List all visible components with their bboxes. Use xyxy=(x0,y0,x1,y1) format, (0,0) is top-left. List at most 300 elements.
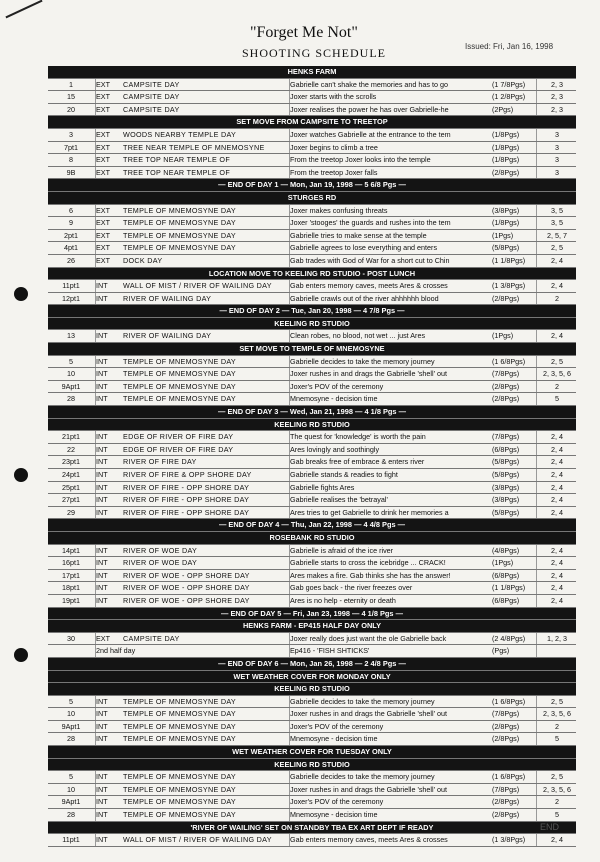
column-divider xyxy=(95,557,96,569)
cast-numbers: 2, 4 xyxy=(551,507,563,517)
int-ext: INT xyxy=(96,558,108,568)
section-banner: ROSEBANK RD STUDIO xyxy=(48,532,576,545)
page-count: (7/8Pgs) xyxy=(492,369,520,379)
cast-numbers: 2, 4 xyxy=(551,331,563,341)
column-divider xyxy=(536,507,537,519)
column-divider xyxy=(289,708,290,720)
scene-row xyxy=(48,469,576,482)
column-divider xyxy=(536,834,537,846)
column-divider xyxy=(95,456,96,468)
page-count: (7/8Pgs) xyxy=(492,432,520,442)
int-ext: INT xyxy=(96,432,108,442)
cast-numbers: 2, 3, 5, 6 xyxy=(543,709,571,719)
scene-row xyxy=(48,784,576,797)
column-divider xyxy=(536,368,537,380)
page-count: (7/8Pgs) xyxy=(492,709,520,719)
page-count: (Pgs) xyxy=(492,646,510,656)
column-divider xyxy=(289,784,290,796)
page-count: (3/8Pgs) xyxy=(492,205,520,215)
column-divider xyxy=(289,280,290,292)
cast-numbers: 3, 5 xyxy=(551,205,563,215)
cast-numbers: 2, 5 xyxy=(551,243,563,253)
punch-hole xyxy=(14,287,28,301)
scene-number: 29 xyxy=(67,507,75,517)
column-divider xyxy=(289,507,290,519)
page-count: (1Pgs) xyxy=(492,230,514,240)
cast-numbers: 5 xyxy=(555,734,559,744)
scene-location: CAMPSITE DAY xyxy=(123,104,180,114)
column-divider xyxy=(95,733,96,745)
scene-location: TREE NEAR TEMPLE OF MNEMOSYNE xyxy=(123,142,265,152)
page-count: (1 6/8Pgs) xyxy=(492,772,526,782)
column-divider xyxy=(95,595,96,607)
scene-row xyxy=(48,545,576,558)
cast-numbers: 3 xyxy=(555,142,559,152)
scene-number: 9Apt1 xyxy=(61,797,81,807)
scene-row xyxy=(48,104,576,117)
scene-number: 17pt1 xyxy=(62,570,80,580)
cast-numbers: 2 xyxy=(555,381,559,391)
int-ext: INT xyxy=(96,810,108,820)
scene-description: Mnemosyne - decision time xyxy=(290,394,378,404)
column-divider xyxy=(95,330,96,342)
scene-row xyxy=(48,721,576,734)
page-count: (2/8Pgs) xyxy=(492,381,520,391)
scene-location: CAMPSITE DAY xyxy=(123,92,180,102)
cast-numbers: 2, 4 xyxy=(551,457,563,467)
int-ext: INT xyxy=(96,696,108,706)
scene-row xyxy=(48,708,576,721)
scene-location: TEMPLE OF MNEMOSYNE DAY xyxy=(123,218,236,228)
scene-number: 26 xyxy=(67,255,75,265)
scene-description: Gabrielle crawls out of the river ahhhhhh blood xyxy=(290,293,439,303)
scene-location: DOCK DAY xyxy=(123,255,163,265)
page-count: (3/8Pgs) xyxy=(492,482,520,492)
int-ext: INT xyxy=(96,293,108,303)
column-divider xyxy=(289,205,290,217)
cast-numbers: 3 xyxy=(555,167,559,177)
end-of-day-banner: — END OF DAY 6 — Mon, Jan 26, 1998 — 2 4/8 Pgs — xyxy=(48,658,576,671)
scene-row xyxy=(48,293,576,306)
scene-number: 12pt1 xyxy=(62,293,80,303)
column-divider xyxy=(289,368,290,380)
scene-row xyxy=(48,444,576,457)
scene-location: CAMPSITE DAY xyxy=(123,633,180,643)
scene-row xyxy=(48,595,576,608)
scene-row xyxy=(48,154,576,167)
scene-number: 11pt1 xyxy=(62,835,80,845)
column-divider xyxy=(289,129,290,141)
cast-numbers: 3 xyxy=(555,129,559,139)
column-divider xyxy=(95,834,96,846)
scene-description: Ep416 - 'FISH SHTICKS' xyxy=(290,646,370,656)
column-divider xyxy=(536,330,537,342)
cast-numbers: 2, 4 xyxy=(551,281,563,291)
scene-description: Ares is no help - eternity or death xyxy=(290,595,396,605)
int-ext: EXT xyxy=(96,230,110,240)
scene-number: 10 xyxy=(67,369,75,379)
int-ext: EXT xyxy=(96,218,110,228)
scene-description: Gabrielle decides to take the memory journey xyxy=(290,696,435,706)
scene-location: TEMPLE OF MNEMOSYNE DAY xyxy=(123,205,236,215)
section-banner: WET WEATHER COVER FOR TUESDAY ONLY xyxy=(48,746,576,759)
scene-row xyxy=(48,482,576,495)
column-divider xyxy=(536,167,537,179)
column-divider xyxy=(95,393,96,405)
scene-location: TREE TOP NEAR TEMPLE OF xyxy=(123,167,231,177)
column-divider xyxy=(95,381,96,393)
scene-number: 5 xyxy=(69,696,73,706)
column-divider xyxy=(95,771,96,783)
scene-description: Joxer rushes in and drags the Gabrielle 'shell' out xyxy=(290,709,447,719)
page-count: (1/8Pgs) xyxy=(492,218,520,228)
scene-number: 24pt1 xyxy=(62,470,80,479)
scene-row xyxy=(48,696,576,709)
scene-description: Joxer watches Gabrielle at the entrance to the tem xyxy=(290,129,451,139)
scene-location: TEMPLE OF MNEMOSYNE DAY xyxy=(123,797,236,807)
scene-description: Gabrielle stands & readies to fight xyxy=(290,470,398,479)
end-of-day-banner: — END OF DAY 5 — Fri, Jan 23, 1998 — 4 1/8 Pgs — xyxy=(48,608,576,621)
punch-hole xyxy=(14,468,28,482)
schedule-table xyxy=(48,66,576,847)
column-divider xyxy=(95,154,96,166)
column-divider xyxy=(289,645,290,657)
section-banner: SET MOVE FROM CAMPSITE TO TREETOP xyxy=(48,116,576,129)
column-divider xyxy=(289,545,290,557)
column-divider xyxy=(536,79,537,91)
column-divider xyxy=(536,217,537,229)
column-divider xyxy=(536,129,537,141)
column-divider xyxy=(536,645,537,657)
scene-description: Gabrielle realises the 'betrayal' xyxy=(290,495,388,505)
int-ext: INT xyxy=(96,595,108,605)
scene-number: 3 xyxy=(69,129,73,139)
column-divider xyxy=(95,494,96,506)
column-divider xyxy=(536,230,537,242)
scene-number: 20 xyxy=(67,104,75,114)
column-divider xyxy=(95,645,96,657)
scene-description: Ares tries to get Gabrielle to drink her memories a xyxy=(290,507,449,517)
scene-row xyxy=(48,456,576,469)
page-count: (2/8Pgs) xyxy=(492,721,520,731)
scene-number: 14pt1 xyxy=(62,545,80,555)
end-of-day-banner: — END OF DAY 2 — Tue, Jan 20, 1998 — 4 7/8 Pgs — xyxy=(48,305,576,318)
page-count: (2/8Pgs) xyxy=(492,167,520,177)
scene-number: 5 xyxy=(69,356,73,366)
scene-row xyxy=(48,771,576,784)
cast-numbers: 5 xyxy=(555,810,559,820)
column-divider xyxy=(289,570,290,582)
int-ext: INT xyxy=(96,570,108,580)
scene-number: 1 xyxy=(69,79,73,89)
scene-description: Joxer realises the power he has over Gabrielle-he xyxy=(290,104,449,114)
column-divider xyxy=(95,469,96,481)
column-divider xyxy=(289,356,290,368)
column-divider xyxy=(289,154,290,166)
scene-number: 28 xyxy=(67,394,75,404)
scene-row xyxy=(48,368,576,381)
cast-numbers: 2, 4 xyxy=(551,545,563,555)
scene-location: WALL OF MIST / RIVER OF WAILING DAY xyxy=(123,281,272,291)
int-ext: INT xyxy=(96,281,108,291)
column-divider xyxy=(536,255,537,267)
column-divider xyxy=(95,205,96,217)
int-ext: INT xyxy=(96,457,108,467)
int-ext: INT xyxy=(96,381,108,391)
cast-numbers: 2, 4 xyxy=(551,558,563,568)
scene-location: RIVER OF WOE DAY xyxy=(123,558,198,568)
column-divider xyxy=(95,696,96,708)
column-divider xyxy=(95,280,96,292)
int-ext: INT xyxy=(96,394,108,404)
column-divider xyxy=(289,633,290,645)
int-ext: EXT xyxy=(96,633,110,643)
column-divider xyxy=(536,154,537,166)
page-title: "Forget Me Not" xyxy=(250,24,358,41)
scene-location: RIVER OF WOE - OPP SHORE DAY xyxy=(123,595,250,605)
column-divider xyxy=(536,796,537,808)
scene-description: Gab goes back - the river freezes over xyxy=(290,583,413,593)
section-banner: HENKS FARM - EP415 HALF DAY ONLY xyxy=(48,620,576,633)
scene-description: Mnemosyne - decision time xyxy=(290,734,378,744)
page-count: (3/8Pgs) xyxy=(492,495,520,505)
end-of-day-banner: — END OF DAY 4 — Thu, Jan 22, 1998 — 4 4/8 Pgs — xyxy=(48,519,576,532)
scene-number: 10 xyxy=(67,784,75,794)
column-divider xyxy=(536,494,537,506)
page-count: (1 3/8Pgs) xyxy=(492,835,526,845)
scene-number: 6 xyxy=(69,205,73,215)
column-divider xyxy=(289,733,290,745)
column-divider xyxy=(95,104,96,116)
scene-row xyxy=(48,645,576,658)
column-divider xyxy=(95,167,96,179)
page-count: (2/8Pgs) xyxy=(492,394,520,404)
int-ext: INT xyxy=(96,356,108,366)
cast-numbers: 2, 3 xyxy=(551,104,563,114)
int-ext: INT xyxy=(96,545,108,555)
scene-location: RIVER OF FIRE & OPP SHORE DAY xyxy=(123,470,252,479)
section-banner: STURGES RD xyxy=(48,192,576,205)
int-ext: INT xyxy=(96,470,108,479)
scene-description: Gab trades with God of War for a short cut to Chin xyxy=(290,255,450,265)
scene-row xyxy=(48,79,576,92)
column-divider xyxy=(536,242,537,254)
column-divider xyxy=(536,381,537,393)
int-ext: EXT xyxy=(96,243,110,253)
scene-location: TEMPLE OF MNEMOSYNE DAY xyxy=(123,356,236,366)
scene-row xyxy=(48,129,576,142)
scene-location: TEMPLE OF MNEMOSYNE DAY xyxy=(123,381,236,391)
cast-numbers: 2, 4 xyxy=(551,444,563,454)
column-divider xyxy=(289,167,290,179)
column-divider xyxy=(95,431,96,443)
column-divider xyxy=(536,809,537,821)
scene-number: 10 xyxy=(67,709,75,719)
cast-numbers: 2, 4 xyxy=(551,255,563,265)
scene-row xyxy=(48,142,576,155)
int-ext: INT xyxy=(96,784,108,794)
scene-description: Ares makes a fire. Gab thinks she has the answer! xyxy=(290,570,451,580)
scene-description: Joxer's POV of the ceremony xyxy=(290,721,384,731)
int-ext: INT xyxy=(96,331,108,341)
scene-description: Joxer's POV of the ceremony xyxy=(290,797,384,807)
column-divider xyxy=(536,482,537,494)
int-ext: EXT xyxy=(96,167,110,177)
scene-number: 11pt1 xyxy=(62,281,80,291)
cast-numbers: 2, 4 xyxy=(551,570,563,580)
scene-location: RIVER OF WOE - OPP SHORE DAY xyxy=(123,583,250,593)
int-ext: EXT xyxy=(96,255,110,265)
scene-location: TEMPLE OF MNEMOSYNE DAY xyxy=(123,709,236,719)
scene-location: RIVER OF WOE DAY xyxy=(123,545,198,555)
scene-description: Joxer's POV of the ceremony xyxy=(290,381,384,391)
column-divider xyxy=(289,456,290,468)
page-count: (1 1/8Pgs) xyxy=(492,255,526,265)
scene-description: Gabrielle tries to make sense at the temple xyxy=(290,230,427,240)
column-divider xyxy=(536,721,537,733)
scene-description: Gabrielle decides to take the memory journey xyxy=(290,356,435,366)
scene-location: WOODS NEARBY TEMPLE DAY xyxy=(123,129,237,139)
column-divider xyxy=(536,708,537,720)
scene-row xyxy=(48,570,576,583)
column-divider xyxy=(536,393,537,405)
column-divider xyxy=(95,368,96,380)
int-ext: 2nd half day xyxy=(96,646,136,656)
scene-number: 27pt1 xyxy=(62,495,80,505)
scene-description: Gabrielle can't shake the memories and has to go xyxy=(290,79,448,89)
scene-row xyxy=(48,330,576,343)
scene-number: 5 xyxy=(69,772,73,782)
column-divider xyxy=(536,733,537,745)
page-count: (4/8Pgs) xyxy=(492,545,520,555)
scene-number: 15 xyxy=(67,92,75,102)
column-divider xyxy=(95,784,96,796)
scene-description: The quest for 'knowledge' is worth the pain xyxy=(290,432,426,442)
column-divider xyxy=(289,796,290,808)
scene-location: TEMPLE OF MNEMOSYNE DAY xyxy=(123,243,236,253)
corner-mark xyxy=(5,0,42,18)
page-count: (6/8Pgs) xyxy=(492,570,520,580)
page-count: (1Pgs) xyxy=(492,558,514,568)
cast-numbers: 2, 5 xyxy=(551,356,563,366)
column-divider xyxy=(289,582,290,594)
column-divider xyxy=(289,834,290,846)
column-divider xyxy=(289,482,290,494)
page-count: (2/8Pgs) xyxy=(492,797,520,807)
scene-location: WALL OF MIST / RIVER OF WAILING DAY xyxy=(123,835,272,845)
column-divider xyxy=(536,696,537,708)
scene-row xyxy=(48,242,576,255)
scene-row xyxy=(48,381,576,394)
scene-location: TEMPLE OF MNEMOSYNE DAY xyxy=(123,721,236,731)
section-banner: KEELING RD STUDIO xyxy=(48,318,576,331)
column-divider xyxy=(289,444,290,456)
scene-number: 16pt1 xyxy=(62,558,80,568)
end-of-day-banner: — END OF DAY 1 — Mon, Jan 19, 1998 — 5 6/8 Pgs — xyxy=(48,179,576,192)
column-divider xyxy=(95,255,96,267)
page-count: (1/8Pgs) xyxy=(492,142,520,152)
cast-numbers: 2, 3, 5, 6 xyxy=(543,784,571,794)
column-divider xyxy=(289,381,290,393)
int-ext: INT xyxy=(96,495,108,505)
scene-location: EDGE OF RIVER OF FIRE DAY xyxy=(123,444,234,454)
scene-location: TEMPLE OF MNEMOSYNE DAY xyxy=(123,230,236,240)
column-divider xyxy=(95,582,96,594)
column-divider xyxy=(289,494,290,506)
column-divider xyxy=(289,809,290,821)
cast-numbers: 2 xyxy=(555,797,559,807)
scene-location: TEMPLE OF MNEMOSYNE DAY xyxy=(123,696,236,706)
column-divider xyxy=(536,570,537,582)
scene-row xyxy=(48,809,576,822)
scene-location: TEMPLE OF MNEMOSYNE DAY xyxy=(123,772,236,782)
section-banner: KEELING RD STUDIO xyxy=(48,419,576,432)
scene-number: 9Apt1 xyxy=(61,381,81,391)
page-count: (6/8Pgs) xyxy=(492,444,520,454)
scene-number: 28 xyxy=(67,810,75,820)
section-banner: KEELING RD STUDIO xyxy=(48,759,576,772)
page-count: (1/8Pgs) xyxy=(492,155,520,165)
column-divider xyxy=(289,104,290,116)
page-subtitle: SHOOTING SCHEDULE xyxy=(242,46,386,60)
column-divider xyxy=(536,582,537,594)
scene-description: From the treetop Joxer looks into the temple xyxy=(290,155,431,165)
scene-number: 23pt1 xyxy=(62,457,80,467)
scene-row xyxy=(48,507,576,520)
scene-description: Ares lovingly and soothingly xyxy=(290,444,380,454)
column-divider xyxy=(289,469,290,481)
column-divider xyxy=(289,771,290,783)
scene-description: Gabrielle fights Ares xyxy=(290,482,355,492)
scene-row xyxy=(48,633,576,646)
int-ext: INT xyxy=(96,507,108,517)
page-count: (2/8Pgs) xyxy=(492,293,520,303)
scene-location: TEMPLE OF MNEMOSYNE DAY xyxy=(123,394,236,404)
page-count: (1 2/8Pgs) xyxy=(492,92,526,102)
page-count: (1 3/8Pgs) xyxy=(492,281,526,291)
column-divider xyxy=(536,356,537,368)
scene-description: Joxer starts with the scrolls xyxy=(290,92,377,102)
scene-number: 4pt1 xyxy=(64,243,78,253)
column-divider xyxy=(95,721,96,733)
punch-hole xyxy=(14,648,28,662)
scene-row xyxy=(48,733,576,746)
scene-description: Joxer rushes in and drags the Gabrielle 'shell' out xyxy=(290,784,447,794)
scene-row xyxy=(48,796,576,809)
column-divider xyxy=(536,469,537,481)
int-ext: EXT xyxy=(96,142,110,152)
cast-numbers: 2, 4 xyxy=(551,470,563,479)
column-divider xyxy=(536,431,537,443)
scene-row xyxy=(48,217,576,230)
int-ext: EXT xyxy=(96,104,110,114)
scene-number: 19pt1 xyxy=(62,595,80,605)
column-divider xyxy=(95,507,96,519)
column-divider xyxy=(289,330,290,342)
column-divider xyxy=(536,104,537,116)
scene-location: TEMPLE OF MNEMOSYNE DAY xyxy=(123,734,236,744)
section-banner: LOCATION MOVE TO KEELING RD STUDIO - POST LUNCH xyxy=(48,268,576,281)
scene-number: 30 xyxy=(67,633,75,643)
cast-numbers: 2 xyxy=(555,721,559,731)
cast-numbers: 3 xyxy=(555,155,559,165)
cast-numbers: 2, 4 xyxy=(551,432,563,442)
column-divider xyxy=(95,545,96,557)
cast-numbers: 2, 4 xyxy=(551,595,563,605)
column-divider xyxy=(536,595,537,607)
scene-number: 7pt1 xyxy=(64,142,78,152)
int-ext: INT xyxy=(96,835,108,845)
